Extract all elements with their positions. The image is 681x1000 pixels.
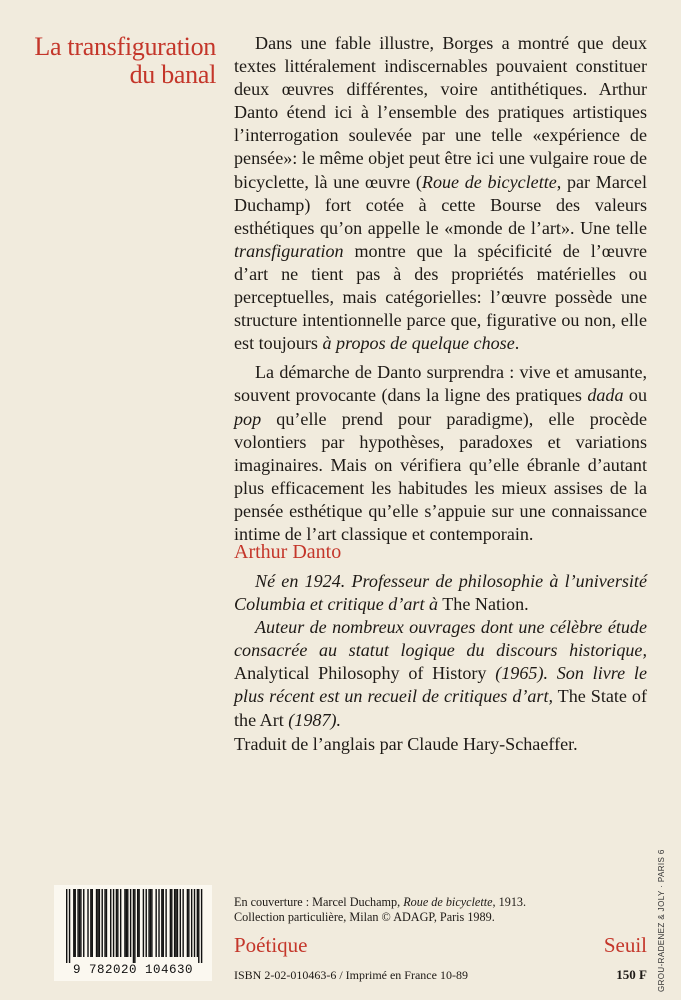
- book-title: [4, 33, 216, 89]
- barcode-bar: [77, 889, 78, 957]
- barcode-bar: [97, 889, 98, 957]
- barcode-bar: [75, 889, 76, 957]
- barcode-bar: [177, 889, 178, 957]
- barcode-bar: [161, 889, 162, 957]
- barcode-bar: [134, 889, 135, 963]
- barcode-bar: [99, 889, 100, 957]
- barcode-bar: [66, 889, 67, 963]
- text-run: The State of the Art: [234, 686, 647, 730]
- barcode-bar: [133, 889, 134, 963]
- text-run: En couverture : Marcel Duchamp,: [234, 895, 404, 909]
- barcode-bars: [54, 885, 212, 965]
- barcode-bar: [127, 889, 128, 957]
- barcode-bar: [106, 889, 107, 957]
- barcode-bar: [102, 889, 103, 957]
- text-run: ou: [623, 385, 647, 406]
- barcode-bar: [146, 889, 147, 957]
- barcode-bar: [120, 889, 121, 957]
- barcode-bar: [197, 889, 198, 957]
- barcode-bar: [150, 889, 151, 957]
- barcode: [54, 885, 212, 981]
- italic-text-run: transfiguration: [234, 240, 344, 261]
- italic-text-run: dada: [587, 385, 624, 406]
- barcode-bar: [116, 889, 117, 957]
- italic-text-run: pop: [234, 408, 262, 429]
- barcode-bar: [69, 889, 70, 963]
- barcode-bar: [187, 889, 188, 957]
- italic-text-run: (1965). Son livre le plus récent est un recueil de critiques d’art,: [234, 663, 647, 707]
- barcode-bar: [198, 889, 199, 963]
- paragraph: [234, 570, 647, 616]
- text-run: Analytical Philosophy of History: [234, 663, 496, 684]
- author-name: Arthur Danto: [234, 541, 342, 563]
- barcode-bar: [117, 889, 118, 957]
- text-run: Dans une fable illustre, Borges a montré que deux textes littéralement indiscernables pouvaient constituer deux œuvres différentes, voire antithétiques. Arthur Danto étend ici à l’ensemble des pratiques artistiques l’interrogation soulevée par une telle «expérience de pensée»: le même objet peut être ici une vulgaire roue de bicyclette, là une œuvre (: [234, 33, 647, 192]
- barcode-bar: [188, 889, 189, 957]
- paragraph: [234, 616, 647, 731]
- printer-credit: GROU-RADENEZ & JOLY · PARIS 6: [657, 849, 666, 992]
- barcode-bar: [194, 889, 195, 957]
- series-name: Poétique: [234, 933, 308, 957]
- barcode-bar: [191, 889, 192, 957]
- publisher-name: Seuil: [603, 933, 647, 957]
- barcode-bar: [113, 889, 114, 957]
- text-run: Collection particulière, Milan © ADAGP, Paris 1989.: [234, 910, 495, 924]
- barcode-bar: [174, 889, 175, 957]
- italic-text-run: Auteur de nombreux ouvrages dont une célèbre étude consacrée au statut logique du discours historique,: [234, 617, 647, 661]
- barcode-bar: [96, 889, 97, 957]
- barcode-bar: [158, 889, 159, 957]
- barcode-bar: [92, 889, 93, 957]
- barcode-bar: [83, 889, 84, 957]
- barcode-bar: [143, 889, 144, 957]
- barcode-bar: [137, 889, 138, 957]
- barcode-bar: [201, 889, 202, 963]
- barcode-bar: [148, 889, 149, 957]
- barcode-bar: [163, 889, 164, 957]
- italic-text-run: (1987).: [288, 709, 342, 730]
- barcode-bar: [80, 889, 81, 957]
- barcode-bar: [155, 889, 156, 957]
- book-title-line-1: La transfiguration: [34, 32, 216, 61]
- barcode-bar: [165, 889, 166, 957]
- barcode-bar: [170, 889, 171, 957]
- italic-text-run: à propos de quelque chose: [322, 333, 515, 354]
- text-run: , 1913.: [492, 895, 527, 909]
- barcode-bar: [90, 889, 91, 957]
- barcode-bar: [180, 889, 181, 957]
- text-run: qu’elle prend pour paradigme), elle procède volontiers par hypothèses, paradoxes et variations imaginaires. Mais on vérifiera qu’elle ébranle d’autant plus efficacement les habitudes les mieux assises de la pensée esthétique qu’elle s’appuie sur une connaissance intime de l’art classique et contemporain.: [234, 408, 647, 544]
- translator-credit: Traduit de l’anglais par Claude Hary-Schaeffer.: [234, 734, 578, 754]
- barcode-bar: [130, 889, 131, 957]
- blurb-text: [234, 32, 647, 546]
- author-bio: [234, 570, 647, 732]
- paragraph: [234, 361, 647, 546]
- barcode-bar: [124, 889, 125, 957]
- barcode-bar: [79, 889, 80, 957]
- price: 150 F: [616, 967, 647, 982]
- barcode-bar: [151, 889, 152, 957]
- barcode-bar: [171, 889, 172, 957]
- barcode-bar: [104, 889, 105, 957]
- barcode-digits: 9 782020 104630: [72, 963, 194, 977]
- barcode-bar: [87, 889, 88, 957]
- barcode-bar: [138, 889, 139, 957]
- text-run: La démarche de Danto surprendra : vive et amusante, souvent provocante (dans la ligne des pratiques: [234, 362, 647, 406]
- italic-text-run: Né en 1924. Professeur de philosophie à l’université Columbia et critique d’art à: [234, 571, 647, 615]
- barcode-bar: [175, 889, 176, 957]
- barcode-bar: [73, 889, 74, 957]
- barcode-bar: [182, 889, 183, 957]
- text-run: The Nation.: [438, 594, 529, 615]
- text-run: montre que la spécificité de l’œuvre d’art ne tient pas à des propriétés matérielles ou perceptuelles, mais catégorielles: l’œuvre possède une structure intentionnelle parce que, figurative ou non, elle est toujours: [234, 240, 647, 354]
- italic-text-run: Roue de bicyclette: [421, 171, 557, 192]
- italic-text-run: Roue de bicyclette: [403, 895, 493, 909]
- isbn-line: ISBN 2-02-010463-6 / Imprimé en France 10-89: [234, 968, 468, 982]
- book-title-line-2: du banal: [129, 60, 216, 89]
- barcode-bar: [126, 889, 127, 957]
- paragraph: [234, 32, 647, 355]
- barcode-bar: [110, 889, 111, 957]
- cover-credit: [234, 895, 526, 925]
- text-run: , par Marcel Duchamp) fort cotée à cette Bourse des valeurs esthétiques qu’on appelle le «monde de l’art». Une telle: [234, 171, 647, 238]
- text-run: .: [514, 333, 520, 354]
